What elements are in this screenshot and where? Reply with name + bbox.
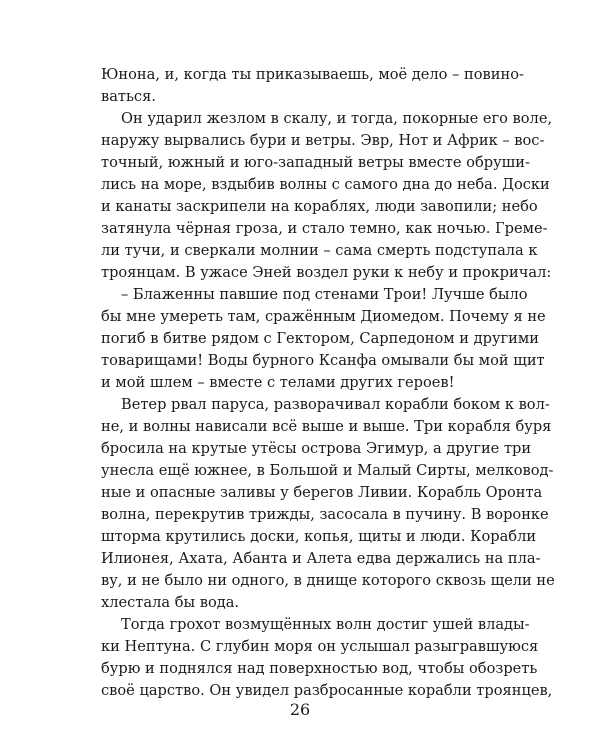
text-line: лись на море, вздыбив волны с самого дна до неба. Доски <box>101 176 550 193</box>
text-line: не, и волны нависали всё выше и выше. Три корабля буря <box>101 418 552 435</box>
text-line: наружу вырвались бури и ветры. Эвр, Нот и Африк – вос- <box>101 132 545 149</box>
text-line: ваться. <box>101 88 156 105</box>
text-line: Илионея, Ахата, Абанта и Алета едва держались на пла- <box>101 550 541 567</box>
text-line: волна, перекрутив трижды, засосала в пучину. В воронке <box>101 506 549 523</box>
text-line: хлестала бы вода. <box>101 594 240 611</box>
text-line: точный, южный и юго-западный ветры вместе обруши- <box>101 154 530 171</box>
text-line: унесла ещё южнее, в Большой и Малый Сирты, мелковод- <box>101 462 554 479</box>
text-line: ли тучи, и сверкали молнии – сама смерть подступала к <box>101 242 538 259</box>
text-line: ные и опасные заливы у берегов Ливии. Корабль Оронта <box>101 484 543 501</box>
text-line: Юнона, и, когда ты приказываешь, моё дело – повино- <box>101 66 524 83</box>
text-line: своё царство. Он увидел разбросанные корабли троянцев, <box>101 682 553 699</box>
text-line: затянула чёрная гроза, и стало темно, как ночью. Греме- <box>101 220 548 237</box>
text-line: шторма крутились доски, копья, щиты и люди. Корабли <box>101 528 537 545</box>
text-line: бы мне умереть там, сражённым Диомедом. Почему я не <box>101 308 546 325</box>
text-line: погиб в битве рядом с Гектором, Сарпедоном и другими <box>101 330 539 347</box>
text-line: ки Нептуна. С глубин моря он услышал разыгравшуюся <box>101 638 539 655</box>
text-line: бурю и поднялся над поверхностью вод, чтобы обозреть <box>101 660 538 677</box>
paragraph-start-line: Он ударил жезлом в скалу, и тогда, покорные его воле, <box>121 110 553 127</box>
text-line: и мой шлем – вместе с телами других героев! <box>101 374 455 391</box>
paragraph-start-line: Ветер рвал паруса, разворачивал корабли боком к вол- <box>121 396 550 413</box>
text-line: и канаты заскрипели на кораблях, люди завопили; небо <box>101 198 538 215</box>
text-line: ву, и не было ни одного, в днище которого сквозь щели не <box>101 572 555 589</box>
text-line: бросила на крутые утёсы острова Эгимур, а другие три <box>101 440 532 457</box>
text-line: троянцам. В ужасе Эней воздел руки к небу и прокричал: <box>101 264 552 281</box>
page-number: 26 <box>289 700 311 719</box>
paragraph-start-line: Тогда грохот возмущённых волн достиг ушей влады- <box>121 616 530 633</box>
paragraph-start-line: – Блаженны павшие под стенами Трои! Лучше было <box>121 286 528 303</box>
text-line: товарищами! Воды бурного Ксанфа омывали бы мой щит <box>101 352 545 369</box>
